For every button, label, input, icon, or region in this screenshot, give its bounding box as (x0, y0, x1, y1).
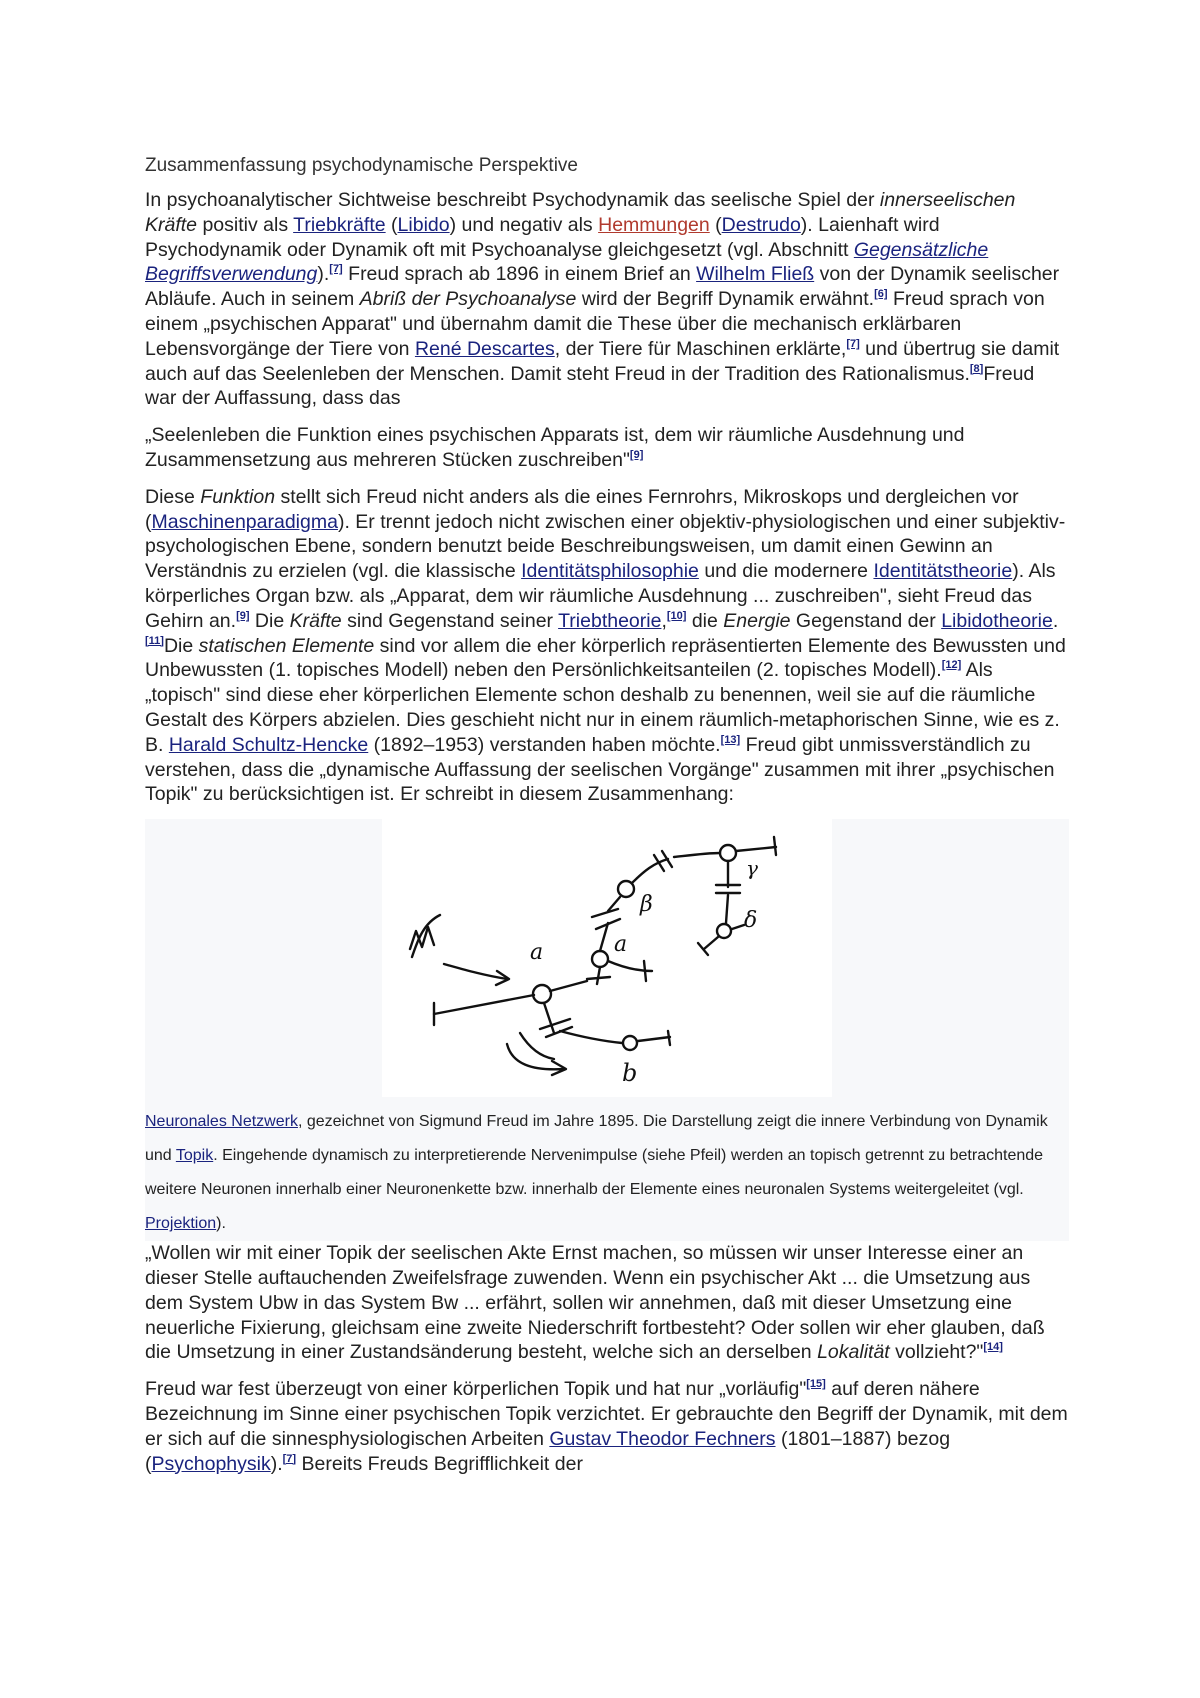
sketch-stroke (592, 909, 618, 917)
footnote (145, 635, 164, 647)
link-destrudo[interactable]: Destrudo (721, 213, 801, 236)
text: sind Gegenstand seiner (341, 609, 559, 632)
text: ) und negativ als (449, 213, 599, 236)
text: stellt sich Freud nicht anders als die eines Fernrohrs, Mikroskops und dergleichen vor ( (145, 485, 1019, 533)
text: ). Laienhaft wird Psychodynamik oder Dynamik oft mit Psychoanalyse gleichgesetzt (vgl. Abschnitt (145, 213, 940, 261)
footnote (721, 734, 741, 746)
sketch-stroke (774, 837, 776, 855)
footnote (667, 610, 687, 622)
text: Freud gibt unmissverständlich zu verstehen, dass die „dynamische Auffassung der seelischen Vorgänge" zusammen mit ihrer „psychischen Topik" zu berücksichtigen ist. Er schreibt in diesem Zusammenhang: (145, 733, 1055, 806)
link-neuronales-netzwerk[interactable]: Neuronales Netzwerk (145, 1113, 298, 1131)
label-b: b (622, 1059, 638, 1088)
sketch-stroke (644, 961, 646, 981)
emphasis: Energie (723, 609, 791, 632)
freud-neuron-sketch (382, 819, 832, 1097)
text: ). Als körperliches Organ bzw. als „Apparat, dem wir räumliche Ausdehnung ... zuschreiben", sieht Freud das Gehirn an. (145, 560, 1056, 632)
link-triebkraefte[interactable]: Triebkräfte (293, 213, 386, 236)
link-gustav-theodor-fechners[interactable]: Gustav Theodor Fechners (549, 1427, 776, 1450)
text: von der Dynamik seelischer Abläufe. Auch in seinem (145, 263, 1060, 311)
emphasis: Lokalität (817, 1341, 890, 1364)
figure-neural-network (145, 819, 1069, 1241)
paragraph-funktion (145, 485, 1069, 807)
text: wird der Begriff Dynamik erwähnt. (576, 288, 875, 311)
text: die (686, 609, 724, 632)
emphasis: innerseelischen Kräfte (145, 189, 1016, 236)
text: (1892–1953) verstanden haben möchte. (368, 733, 721, 756)
footnote (630, 449, 643, 461)
text: In psychoanalytischer Sichtweise beschreibt Psychodynamik das seelische Spiel der (145, 189, 880, 211)
label-a2: a (614, 932, 628, 958)
link-text: Gegensätzliche Begriffsverwendung (145, 238, 989, 286)
paragraph-koerperliche-topik (145, 1377, 1069, 1476)
sketch-stroke (698, 943, 708, 955)
link-hemmungen[interactable]: Hemmungen (598, 213, 710, 236)
link-identitaetsphilosophie[interactable]: Identitätsphilosophie (521, 560, 699, 583)
sketch-stroke (434, 995, 534, 1014)
footnote-link[interactable]: [15] (806, 1378, 826, 1391)
footnote-link[interactable]: [14] (983, 1341, 1003, 1354)
text: positiv als (197, 213, 294, 236)
link-wilhelm-fliess[interactable]: Wilhelm Fließ (696, 263, 815, 286)
link-libidotheorie[interactable]: Libidotheorie (941, 609, 1053, 632)
text: ( (385, 213, 398, 236)
text: , (661, 609, 667, 632)
footnote-link[interactable]: [7] (282, 1452, 297, 1465)
sketch-stroke (560, 1031, 622, 1043)
text: ). (216, 1215, 226, 1233)
text: (1801–1887) bezog ( (145, 1427, 951, 1475)
text: , gezeichnet von Sigmund Freud im Jahre 1895. Die Darstellung zeigt die innere Verbindung von Dynamik und (145, 1113, 1048, 1165)
sketch-stroke (726, 895, 728, 923)
link-triebtheorie[interactable]: Triebtheorie (558, 609, 662, 632)
footnote (970, 363, 983, 375)
sketch-stroke (533, 985, 551, 1003)
text: ( (709, 213, 722, 236)
sketch-stroke (674, 853, 720, 857)
footnote (983, 1341, 1003, 1353)
sketch-stroke (552, 1061, 566, 1075)
text: Die (163, 634, 199, 657)
text: ). (317, 263, 330, 286)
footnote (846, 338, 859, 350)
text: Freud sprach ab 1896 in einem Brief an (342, 263, 697, 286)
text: und die modernere (698, 560, 874, 583)
link-topik[interactable]: Topik (175, 1147, 214, 1165)
document-page (145, 153, 1069, 1476)
text: Freud sprach von einem „psychischen Apparat" und übernahm damit die These über die mechanisch erklärbaren Lebensvorgänge der Tiere von (145, 288, 1045, 360)
sketch-stroke (736, 847, 776, 851)
sketch-stroke (544, 1003, 554, 1033)
text: Gegenstand der (790, 609, 942, 632)
label-delta: δ (744, 908, 758, 934)
text: Bereits Freuds Begrifflichkeit der (296, 1452, 583, 1475)
label-beta: β (640, 892, 653, 918)
quote-seelenleben (145, 423, 1069, 473)
footnote-link[interactable]: [7] (846, 337, 860, 350)
text: Als „topisch" sind diese eher körperlichen Elemente schon deshalb zu benennen, weil sie auf die räumliche Gestalt des Körpers abzielen. Dies geschieht nicht nur in einem räumlich-metaphorischen Sinne, wie es z. B. (145, 659, 1060, 756)
footnote-link[interactable]: [11] (145, 634, 164, 647)
sketch-stroke (668, 1031, 670, 1045)
sketch-stroke (550, 981, 587, 991)
label-gamma: γ (746, 856, 758, 881)
quote-topik (145, 1241, 1069, 1365)
emphasis: Kräfte (289, 609, 342, 632)
footnote-link[interactable]: [12] (941, 659, 962, 672)
text: , der Tiere für Maschinen erklärte, (554, 337, 847, 360)
emphasis: Funktion (200, 485, 276, 508)
text: auf deren nähere Bezeichnung im Sinne einer psychischen Topik verzichtet. Er gebrauchte den Begriff der Dynamik, mit dem er sich auf die sinnesphysiologischen Arbeiten (145, 1378, 1068, 1450)
sketch-stroke (540, 1019, 570, 1029)
text: Die (249, 609, 290, 632)
sketch-stroke (662, 851, 672, 867)
link-rene-descartes[interactable]: René Descartes (414, 337, 555, 360)
sketch-stroke (638, 1037, 670, 1041)
footnote-link[interactable]: [9] (236, 609, 250, 622)
sketch-stroke (507, 1044, 564, 1069)
sketch-stroke (597, 967, 600, 984)
sketch-stroke (720, 845, 736, 861)
footnote (942, 659, 962, 671)
link-projektion[interactable]: Projektion (145, 1215, 217, 1233)
emphasis: statischen Elemente (198, 634, 375, 657)
text: vollzieht?" (889, 1341, 984, 1364)
sketch-stroke (717, 924, 731, 938)
link-libido[interactable]: Libido (397, 213, 450, 236)
text: sind vor allem die eher körperlich repräsentierten Elemente des Bewussten und Unbewussten (1. topisches Modell) neben den Persönlichkeitsanteilen (2. topisches Modell). (145, 634, 1066, 682)
sketch-stroke (732, 925, 744, 929)
figure-caption (145, 1105, 1069, 1241)
sketch-stroke (410, 927, 434, 949)
sketch-stroke (596, 919, 620, 929)
text: Freud war der Auffassung, dass das (145, 362, 1035, 410)
text: „Wollen wir mit einer Topik der seelischen Akte Ernst machen, so müssen wir unser Interesse einer an dieser Stelle auftauchenden Zweifelsfrage zuwenden. Wenn ein psychischer Akt ... die Umsetzung aus dem System Ubw in das System Bw ... erfährt, sollen wir annehmen, daß mit dieser Umsetzung eine neuerliche Fixierung, gleichsam eine zweite Niederschrift fortbesteht? Oder sollen wir eher glauben, daß die Umsetzung in einer Zustandsänderung besteht, welche sich an derselben (145, 1242, 1045, 1364)
text: und übertrug sie damit auch auf das Seelenleben der Menschen. Damit steht Freud in der Tradition des Rationalismus. (145, 337, 1060, 385)
label-a1: a (530, 940, 544, 966)
footnote-link[interactable]: [9] (629, 448, 644, 461)
footnote (806, 1378, 826, 1390)
footnote-link[interactable]: [7] (329, 263, 343, 276)
sketch-stroke (704, 937, 718, 949)
footnote-link[interactable]: [6] (874, 288, 888, 301)
paragraph-intro (145, 188, 1069, 411)
link-maschinenparadigma[interactable]: Maschinenparadigma (151, 510, 338, 533)
link-identitaetstheorie[interactable]: Identitätstheorie (873, 560, 1013, 583)
sketch-stroke (587, 977, 610, 979)
text: . (1052, 609, 1059, 632)
footnote (283, 1453, 296, 1465)
footnote (236, 610, 249, 622)
text: „Seelenleben die Funktion eines psychischen Apparats ist, dem wir räumliche Ausdehnung und Zusammensetzung aus mehreren Stücken zuschreiben" (145, 424, 965, 471)
footnote-link[interactable]: [10] (666, 609, 687, 622)
text: ). Er trennt jedoch nicht zwischen einer objektiv-physiologischen und einer subjektiv-psychologischen Ebene, sondern benutzt beide Beschreibungsweisen, um damit einen Gewinn an Verständnis zu erzielen (vgl. die klassische (145, 510, 1066, 583)
footnote-link[interactable]: [8] (969, 362, 984, 375)
sketch-stroke (592, 951, 608, 967)
text: ). (270, 1452, 283, 1475)
text: Diese (145, 485, 201, 508)
footnote-link[interactable]: [13] (720, 733, 741, 746)
sketch-stroke (623, 1036, 637, 1050)
link-harald-schultz-hencke[interactable]: Harald Schultz-Hencke (168, 733, 369, 756)
text: Freud war fest überzeugt von einer körperlichen Topik und hat nur „vorläufig" (145, 1378, 807, 1401)
footnote (874, 288, 887, 300)
document-title: Zusammenfassung psychodynamische Perspektive (145, 155, 578, 176)
footnote (329, 263, 342, 275)
link-psychophysik[interactable]: Psychophysik (151, 1452, 271, 1475)
text: . Eingehende dynamisch zu interpretierende Nervenimpulse (siehe Pfeil) werden an topisch getrennt zu betrachtende weitere Neuronen innerhalb einer Neuronenkette bzw. innerhalb der Elemente eines neuronalen Systems weitergeleitet (vgl. (145, 1147, 1044, 1199)
emphasis: Abriß der Psychoanalyse (359, 288, 577, 311)
